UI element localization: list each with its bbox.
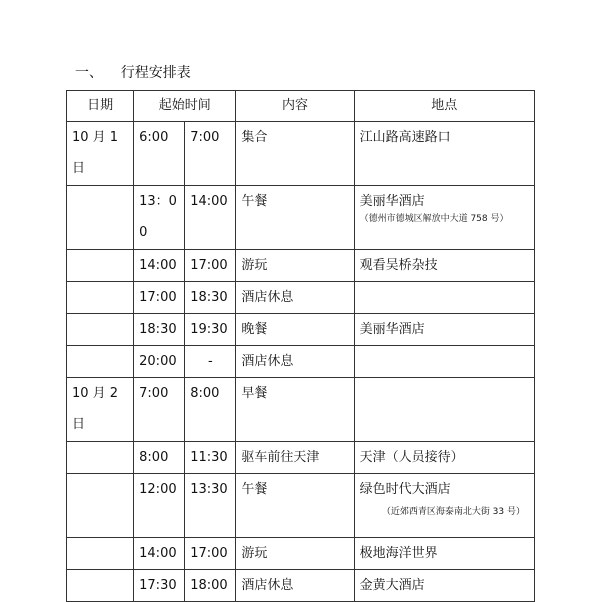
location-cell [354,346,534,378]
activity-cell: 酒店休息 [236,282,354,314]
location-cell [354,378,534,442]
table-row [67,474,535,538]
header-location: 地点 [354,91,534,122]
activity-cell: 游玩 [236,250,354,282]
table-row [67,378,535,442]
location-cell: 天津（人员接待） [354,442,534,474]
start-time-cell: 17:30 [134,570,185,602]
end-time-cell: 18:00 [185,570,236,602]
table-row [67,538,535,570]
table-row [67,570,535,602]
end-time-cell: 18:30 [185,282,236,314]
table-header-row [67,91,535,122]
activity-cell: 驱车前往天津 [236,442,354,474]
table-row [67,122,535,186]
header-activity: 内容 [236,91,354,122]
activity-cell: 游玩 [236,538,354,570]
start-time-cell: 14:00 [134,250,185,282]
location-name: 绿色时代大酒店 [359,482,451,497]
activity-cell: 集合 [236,122,354,186]
table-row [67,186,535,250]
start-time-cell: 17:00 [134,282,185,314]
start-time-cell: 7:00 [134,378,185,442]
date-cell [67,442,134,474]
table-row [67,282,535,314]
end-time-cell: 19:30 [185,314,236,346]
end-time-cell: 7:00 [185,122,236,186]
itinerary-table [66,90,535,602]
date-cell: 10 月 2 日 [67,378,134,442]
date-cell: 10 月 1 日 [67,122,134,186]
table-row [67,314,535,346]
start-time-cell: 18:30 [134,314,185,346]
date-cell [67,250,134,282]
start-time-cell: 6:00 [134,122,185,186]
end-time-cell: 17:00 [185,538,236,570]
location-cell: 江山路高速路口 [354,122,534,186]
activity-cell: 早餐 [236,378,354,442]
table-row [67,442,535,474]
activity-cell: 晚餐 [236,314,354,346]
end-time-cell: - [185,346,236,378]
date-cell [67,346,134,378]
date-cell [67,538,134,570]
date-cell [67,186,134,250]
section-heading: 一、 行程安排表 [75,65,191,81]
location-cell: 美丽华酒店 [354,314,534,346]
end-time-cell: 11:30 [185,442,236,474]
date-cell [67,282,134,314]
end-time-cell: 14:00 [185,186,236,250]
start-time-cell: 8:00 [134,442,185,474]
location-name: 美丽华酒店 [359,194,425,209]
location-cell [354,282,534,314]
location-cell: 观看吴桥杂技 [354,250,534,282]
location-cell [354,186,534,250]
date-cell [67,314,134,346]
start-time-cell: 14:00 [134,538,185,570]
start-time-cell: 13：0 0 [134,186,185,250]
end-time-cell: 8:00 [185,378,236,442]
location-cell [354,474,534,538]
location-address-note: （近郊西青区海泰南北大街 33 号） [381,507,525,517]
activity-cell: 午餐 [236,474,354,538]
activity-cell: 午餐 [236,186,354,250]
end-time-cell: 17:00 [185,250,236,282]
date-cell [67,570,134,602]
end-time-cell: 13:30 [185,474,236,538]
header-time: 起始时间 [134,91,236,122]
table-row [67,346,535,378]
location-address-note: （德州市德城区解放中大道 758 号） [359,214,509,224]
date-cell [67,474,134,538]
start-time-cell: 12:00 [134,474,185,538]
table-row [67,250,535,282]
location-cell: 金黄大酒店 [354,570,534,602]
activity-cell: 酒店休息 [236,570,354,602]
header-date: 日期 [67,91,134,122]
location-cell: 极地海洋世界 [354,538,534,570]
start-time-cell: 20:00 [134,346,185,378]
activity-cell: 酒店休息 [236,346,354,378]
